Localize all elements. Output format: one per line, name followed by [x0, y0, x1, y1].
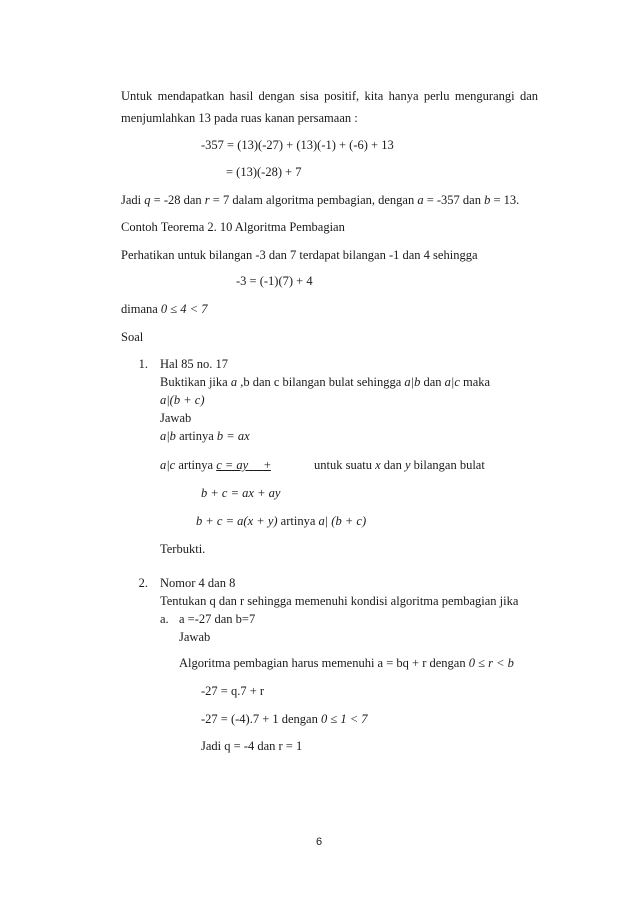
- math-expr: a|b: [160, 429, 176, 443]
- math-expr: a|(b + c): [160, 393, 205, 407]
- text: artinya: [175, 458, 217, 472]
- math-expr: 0 ≤ 4 < 7: [160, 302, 208, 316]
- paragraph-line: menjumlahkan 13 pada ruas kanan persamaan :: [121, 111, 358, 125]
- math-op: +: [263, 458, 271, 472]
- text: -27 = (-4).7 + 1 dengan: [201, 712, 321, 726]
- sub-given: a =-27 dan b=7: [179, 612, 256, 626]
- proof-conclusion: Terbukti.: [160, 542, 206, 556]
- math-var: q: [144, 193, 151, 207]
- equation: -357 = (13)(-27) + (13)(-1) + (-6) + 13: [201, 138, 394, 152]
- proof-line: b + c = ax + ay: [201, 486, 281, 500]
- text: maka: [459, 375, 491, 389]
- math-var: y: [404, 458, 411, 472]
- result-line: Jadi q = -4 dan r = 1: [201, 739, 303, 753]
- equation: = (13)(-28) + 7: [226, 165, 302, 179]
- text: bilangan bulat: [410, 458, 485, 472]
- text: = 13.: [490, 193, 520, 207]
- math-expr: 0 ≤ r < b: [468, 656, 514, 670]
- math-var: a: [230, 375, 238, 389]
- text: dan: [380, 458, 405, 472]
- jawab-label: Jawab: [160, 411, 192, 425]
- equation: -3 = (-1)(7) + 4: [236, 274, 313, 288]
- math-expr: 0 ≤ 1 < 7: [320, 712, 368, 726]
- math-expr: b = ax: [216, 429, 250, 443]
- text: dan: [420, 375, 445, 389]
- list-number: 2.: [138, 576, 148, 590]
- proof-line: [196, 513, 366, 529]
- text: dimana: [121, 302, 161, 316]
- list-number: 1.: [138, 357, 148, 371]
- text: artinya: [277, 514, 319, 528]
- math-var: b: [484, 193, 491, 207]
- soal-heading: Soal: [121, 330, 144, 344]
- text: untuk suatu: [314, 458, 376, 472]
- conclusion-line: [121, 192, 519, 208]
- text: = 7 dalam algoritma pembagian, dengan: [209, 193, 418, 207]
- example-text: Perhatikan untuk bilangan -3 dan 7 terdapat bilangan -1 dan 4 sehingga: [121, 248, 478, 262]
- step-line: [201, 711, 368, 727]
- text: Buktikan jika: [160, 375, 231, 389]
- math-expr: a| (b + c): [318, 514, 367, 528]
- page-number: 6: [315, 836, 323, 848]
- math-expr: a|b: [404, 375, 421, 389]
- math-expr: a|c: [444, 375, 460, 389]
- math-var: r: [204, 193, 210, 207]
- proof-line: [160, 457, 271, 473]
- example-heading: Contoh Teorema 2. 10 Algoritma Pembagian: [121, 220, 345, 234]
- step-line: -27 = q.7 + r: [201, 684, 265, 698]
- item-title: Hal 85 no. 17: [160, 357, 229, 371]
- item-statement: Tentukan q dan r sehingga memenuhi kondisi algoritma pembagian jika: [160, 594, 519, 608]
- item-statement: [160, 374, 490, 390]
- math-expr: c = ay: [216, 458, 249, 472]
- text: Algoritma pembagian harus memenuhi a = bq + r dengan: [179, 656, 469, 670]
- math-var: a: [417, 193, 424, 207]
- condition-line: [179, 655, 514, 671]
- paragraph-line: Untuk mendapatkan hasil dengan sisa positif, kita hanya perlu mengurangi dan: [121, 89, 538, 103]
- text: = -28 dan: [150, 193, 205, 207]
- math-expr: b + c = a(x + y): [196, 514, 278, 528]
- text: Jadi: [121, 193, 145, 207]
- proof-note: [314, 457, 485, 473]
- jawab-label: Jawab: [179, 630, 211, 644]
- text: ,b dan c bilangan bulat sehingga: [237, 375, 405, 389]
- example-where: [121, 301, 207, 317]
- sub-letter: a.: [160, 612, 169, 626]
- text: = -357 dan: [423, 193, 485, 207]
- math-expr: a|c: [160, 458, 176, 472]
- math-var: x: [375, 458, 381, 472]
- item-title: Nomor 4 dan 8: [160, 576, 236, 590]
- text: artinya: [175, 429, 217, 443]
- proof-line: [160, 428, 250, 444]
